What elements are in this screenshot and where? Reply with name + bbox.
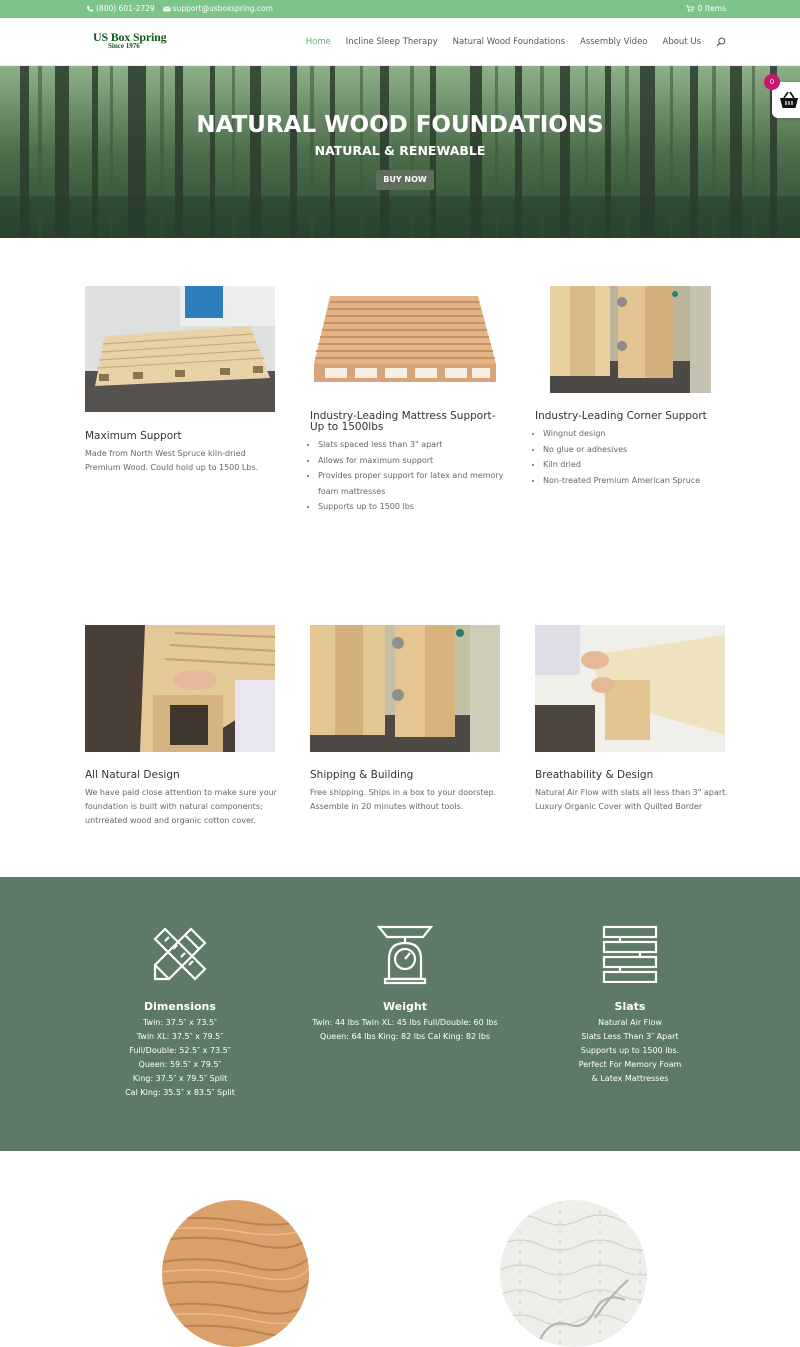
list-item: • Wingnut design [543, 426, 735, 442]
spec-line: Twin: 44 lbs Twin XL: 45 lbs Full/Double: 60 lbs [312, 1018, 498, 1027]
spec-title: Dimensions [144, 1000, 216, 1013]
feature-all-natural-design [85, 770, 280, 828]
maximum-support-image [85, 286, 275, 412]
spec-line: Slats Less Than 3″ Apart [581, 1032, 679, 1041]
spec-line: Queen: 64 lbs King: 82 lbs Cal King: 82 lbs [319, 1032, 491, 1041]
list-item: • Provides proper support for latex and memory foam mattresses [318, 468, 510, 499]
feature-title: Shipping & Building [310, 769, 414, 781]
list-item: • Slats spaced less than 3" apart [318, 437, 510, 453]
nav-item-home[interactable]: Home [305, 37, 331, 47]
spec-line: Queen: 59.5″ x 79.5″ [138, 1060, 222, 1069]
feature-text: Natural Air Flow with slats all less than 3" apart. Luxury Organic Cover with Quilted Border [535, 788, 728, 812]
wood-grain-image [162, 1200, 309, 1347]
spec-line: Cal King: 35.5″ x 83.5″ Split [125, 1088, 235, 1097]
spec-line: Twin: 37.5″ x 73.5″ [142, 1018, 218, 1027]
feature-bullet-list [543, 426, 735, 488]
shipping-building-image [310, 625, 500, 752]
spec-line: & Latex Mattresses [591, 1074, 669, 1083]
feature-text: Free shipping. Ships in a box to your doorstep. Assemble in 20 minutes without tools. [310, 788, 497, 812]
spec-dimensions [80, 1000, 280, 1100]
feature-shipping-building [310, 770, 505, 814]
feature-title: Breathability & Design [535, 769, 654, 781]
spec-weight [285, 1000, 525, 1044]
floating-cart-button[interactable] [769, 78, 800, 118]
hero-subtitle: NATURAL & RENEWABLE [314, 143, 486, 158]
logo-name: US Box Spring [93, 30, 167, 44]
spec-line: Full/Double: 52.5″ x 73.5″ [129, 1046, 231, 1055]
feature-maximum-support [85, 431, 275, 475]
spec-line: Natural Air Flow [598, 1018, 662, 1027]
slats-icon [602, 925, 658, 983]
quilted-cover-image [500, 1200, 647, 1347]
nav-item-about-us[interactable]: About Us [662, 37, 701, 47]
scale-icon [377, 923, 433, 985]
email-text: support@usboxspring.com [172, 4, 273, 13]
list-item: • Kiln dried [543, 457, 735, 473]
feature-title: Industry-Leading Mattress Support- Up to 1500lbs [310, 410, 496, 434]
spec-line: Supports up to 1500 lbs. [580, 1046, 680, 1055]
ruler-pencil-icon [151, 925, 209, 983]
cart-count-text: 0 Items [697, 4, 726, 13]
basket-icon [779, 91, 799, 109]
list-item: • No glue or adhesives [543, 442, 735, 458]
list-item: • Supports up to 1500 lbs [318, 499, 510, 515]
nav-item-assembly-video[interactable]: Assembly Video [580, 37, 648, 47]
corner-support-image [550, 286, 711, 393]
phone-icon [86, 5, 94, 13]
cart-icon [686, 5, 694, 13]
spec-line: King: 37.5″ x 79.5″ Split [132, 1074, 228, 1083]
breathability-design-image [535, 625, 725, 752]
spec-slats [530, 1000, 730, 1086]
phone-link[interactable] [86, 4, 155, 13]
natural-design-image [85, 625, 275, 752]
feature-text: We have paid close attention to make sure your foundation is built with natural components; untrreated wood and organic cotton cover. [85, 788, 277, 826]
feature-mattress-support [310, 411, 510, 515]
mattress-support-image [310, 286, 500, 386]
nav-item-natural-wood-foundations[interactable]: Natural Wood Foundations [452, 37, 566, 47]
envelope-icon [163, 5, 171, 13]
nav-item-incline-sleep-therapy[interactable]: Incline Sleep Therapy [345, 37, 438, 47]
top-bar [0, 0, 800, 18]
feature-corner-support [535, 411, 735, 488]
main-nav [306, 37, 726, 47]
spec-title: Weight [383, 1000, 427, 1013]
feature-bullet-list [318, 437, 510, 515]
feature-title: All Natural Design [85, 769, 180, 781]
feature-title: Maximum Support [85, 430, 182, 442]
site-logo[interactable] [93, 31, 166, 50]
list-item: • Allows for maximum support [318, 453, 510, 469]
buy-now-button[interactable]: BUY NOW [376, 170, 434, 190]
search-icon[interactable] [716, 37, 726, 47]
spec-line: Perfect For Memory Foam [578, 1060, 682, 1069]
feature-title: Industry-Leading Corner Support [535, 410, 707, 422]
email-link[interactable] [163, 4, 273, 13]
spec-line: Twin XL: 37.5″ x 79.5″ [136, 1032, 224, 1041]
phone-text: (800) 601-2729 [96, 4, 155, 13]
specs-band [0, 877, 800, 1151]
feature-breathability-design [535, 770, 730, 814]
cart-badge: 0 [764, 74, 780, 90]
feature-text: Made from North West Spruce kiln-dried Premium Wood. Could hold up to 1500 Lbs. [85, 449, 259, 473]
hero-banner [0, 66, 800, 238]
spec-title: Slats [614, 1000, 646, 1013]
hero-title: NATURAL WOOD FOUNDATIONS [196, 112, 604, 138]
site-header [0, 18, 800, 66]
logo-tagline: Since 1976 [108, 42, 140, 50]
list-item: • Non-treated Premium American Spruce [543, 473, 735, 489]
cart-link[interactable] [686, 4, 726, 13]
